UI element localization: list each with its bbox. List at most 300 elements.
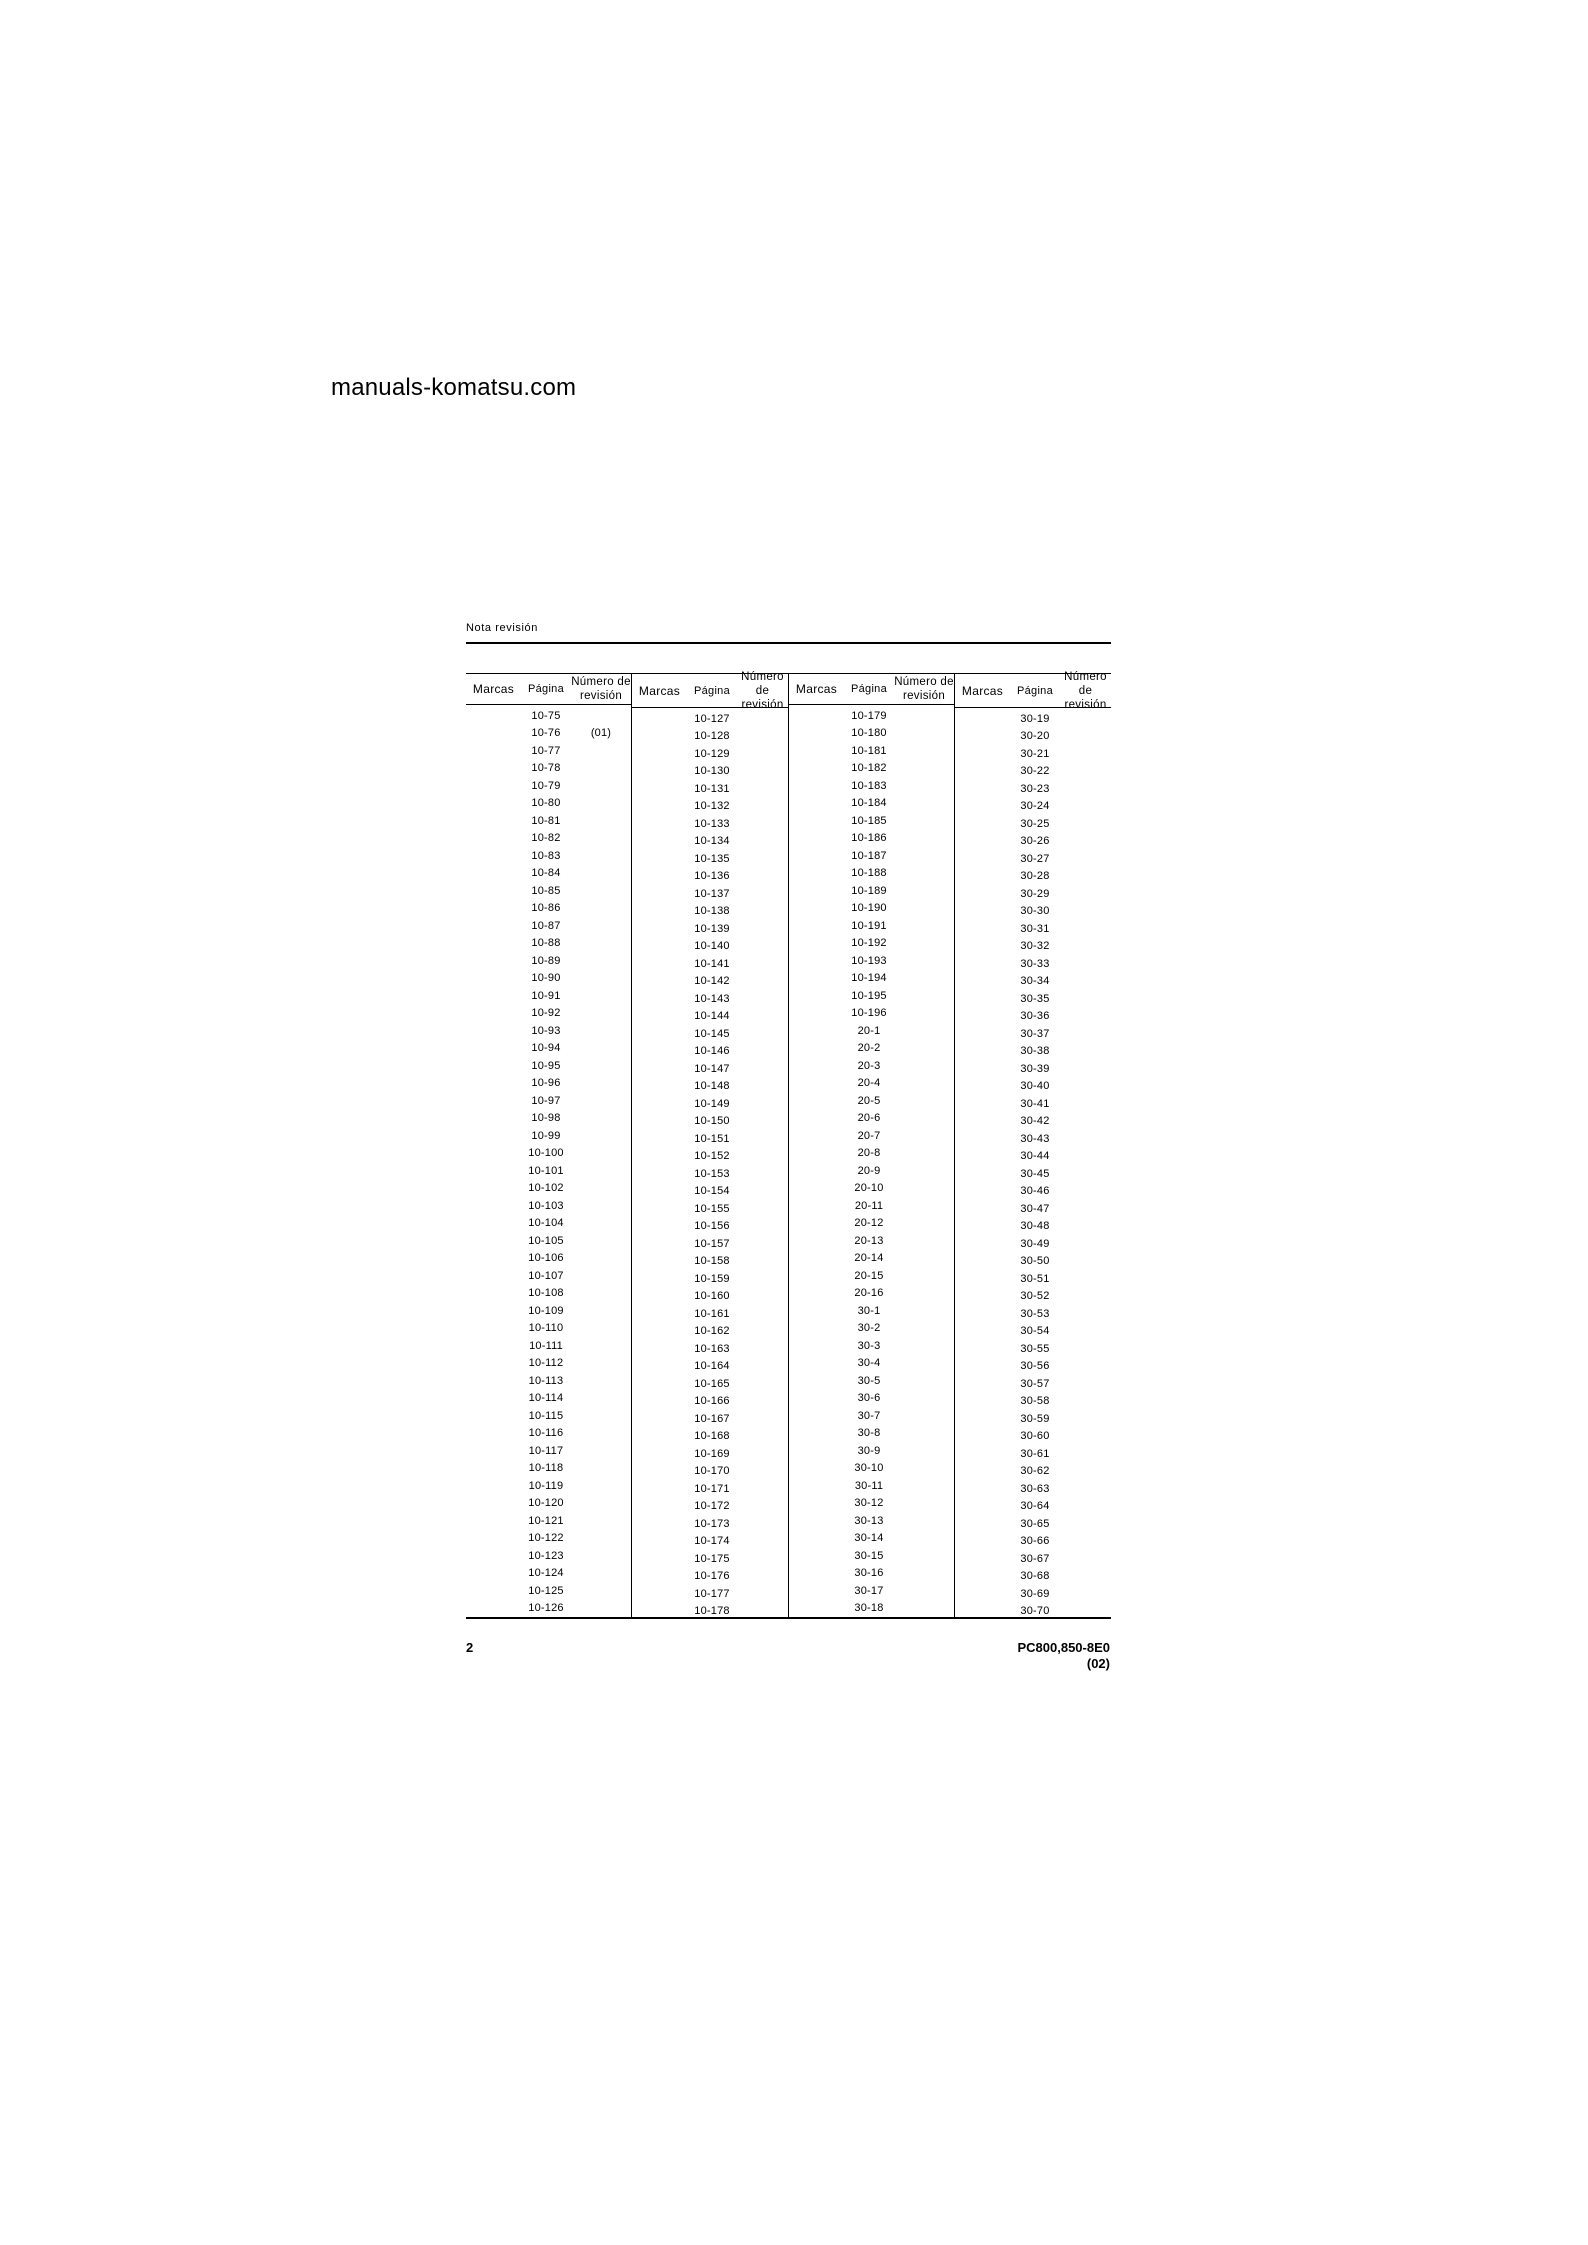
table-row (632, 763, 788, 781)
table-row (789, 900, 954, 918)
table-row (466, 1180, 631, 1198)
cell-pagina: 10-123 (528, 1549, 564, 1562)
cell-pagina: 10-115 (528, 1409, 564, 1422)
cell-pagina: 10-100 (528, 1147, 564, 1160)
cell-pagina: 10-196 (851, 1007, 887, 1020)
table-body (789, 705, 954, 1617)
table-row (466, 1057, 631, 1075)
cell-pagina: 30-18 (854, 1602, 884, 1615)
cell-pagina: 30-24 (1020, 800, 1050, 813)
cell-pagina: 10-175 (694, 1552, 730, 1565)
cell-pagina: 10-183 (851, 779, 887, 792)
table-header (466, 674, 631, 705)
cell-pagina: 10-88 (531, 937, 561, 950)
table-row (632, 1043, 788, 1061)
cell-pagina: 10-176 (694, 1570, 730, 1583)
cell-pagina: 20-15 (854, 1269, 884, 1282)
header-marcas: Marcas (795, 682, 838, 696)
cell-pagina: 30-57 (1020, 1377, 1050, 1390)
cell-pagina: 10-191 (851, 919, 887, 932)
cell-pagina: 10-185 (851, 814, 887, 827)
cell-pagina: 30-52 (1020, 1290, 1050, 1303)
table-row (466, 1407, 631, 1425)
table-row (632, 1165, 788, 1183)
header-pagina: Página (527, 683, 565, 695)
table-row (955, 815, 1111, 833)
cell-pagina: 10-165 (694, 1377, 730, 1390)
table-row (632, 1323, 788, 1341)
cell-pagina: 10-106 (528, 1252, 564, 1265)
cell-pagina: 20-7 (857, 1129, 881, 1142)
table-row (789, 1337, 954, 1355)
table-row (955, 1200, 1111, 1218)
cell-pagina: 10-186 (851, 832, 887, 845)
table-row (632, 745, 788, 763)
cell-pagina: 10-177 (694, 1587, 730, 1600)
cell-pagina: 10-145 (694, 1027, 730, 1040)
table-row (789, 760, 954, 778)
cell-pagina: 30-29 (1020, 887, 1050, 900)
cell-pagina: 10-128 (694, 730, 730, 743)
cell-pagina: 10-170 (694, 1465, 730, 1478)
table-row (466, 865, 631, 883)
cell-pagina: 30-68 (1020, 1570, 1050, 1583)
table-row (955, 1358, 1111, 1376)
cell-pagina: 30-67 (1020, 1552, 1050, 1565)
table-row (466, 1215, 631, 1233)
table-row (955, 1515, 1111, 1533)
document-code (960, 1640, 1110, 1672)
cell-pagina: 30-36 (1020, 1010, 1050, 1023)
cell-pagina: 10-166 (694, 1395, 730, 1408)
table-row (632, 1288, 788, 1306)
cell-pagina: 30-48 (1020, 1220, 1050, 1233)
cell-pagina: 10-86 (531, 902, 561, 915)
cell-pagina: 20-16 (854, 1287, 884, 1300)
page-number: 2 (466, 1640, 474, 1655)
table-row (955, 1113, 1111, 1131)
table-body (632, 708, 788, 1620)
cell-pagina: 10-168 (694, 1430, 730, 1443)
table-row (789, 795, 954, 813)
table-row (466, 1302, 631, 1320)
cell-pagina: 30-32 (1020, 940, 1050, 953)
table-row (789, 1320, 954, 1338)
table-row (466, 1477, 631, 1495)
table-row (955, 1130, 1111, 1148)
table-row (789, 1127, 954, 1145)
table-row (789, 1355, 954, 1373)
cell-pagina: 10-171 (694, 1482, 730, 1495)
table-body (955, 708, 1111, 1620)
table-row (466, 1547, 631, 1565)
cell-pagina: 10-90 (531, 972, 561, 985)
cell-pagina: 10-181 (851, 744, 887, 757)
cell-pagina: 10-77 (531, 744, 561, 757)
table-row (632, 868, 788, 886)
revision-table (466, 670, 1111, 1619)
cell-pagina: 10-102 (528, 1182, 564, 1195)
title-divider (466, 642, 1111, 644)
cell-pagina: 30-10 (854, 1462, 884, 1475)
table-row (466, 1075, 631, 1093)
header-pagina: Página (1016, 684, 1054, 697)
cell-pagina: 10-146 (694, 1045, 730, 1058)
table-row (466, 1110, 631, 1128)
table-row (632, 1533, 788, 1551)
cell-pagina: 30-35 (1020, 992, 1050, 1005)
header-numero-revision: Número de revisión (571, 676, 631, 702)
table-row (955, 1480, 1111, 1498)
table-row (955, 1393, 1111, 1411)
table-row (955, 710, 1111, 728)
table-row (789, 970, 954, 988)
cell-pagina: 10-155 (694, 1202, 730, 1215)
table-row (632, 780, 788, 798)
cell-pagina: 10-107 (528, 1269, 564, 1282)
cell-pagina: 30-1 (857, 1304, 881, 1317)
table-row (955, 1568, 1111, 1586)
cell-pagina: 30-25 (1020, 817, 1050, 830)
table-row (632, 1060, 788, 1078)
cell-pagina: 10-124 (528, 1567, 564, 1580)
table-row (955, 1043, 1111, 1061)
cell-pagina: 30-22 (1020, 765, 1050, 778)
table-row (466, 847, 631, 865)
cell-pagina: 10-144 (694, 1010, 730, 1023)
cell-numero-revision: (01) (590, 727, 612, 740)
cell-pagina: 30-55 (1020, 1342, 1050, 1355)
table-row (632, 1148, 788, 1166)
table-row (789, 1145, 954, 1163)
cell-pagina: 10-192 (851, 937, 887, 950)
cell-pagina: 30-61 (1020, 1447, 1050, 1460)
table-row (955, 868, 1111, 886)
cell-pagina: 10-152 (694, 1150, 730, 1163)
cell-pagina: 30-2 (857, 1322, 881, 1335)
cell-pagina: 10-108 (528, 1287, 564, 1300)
table-row (632, 1305, 788, 1323)
header-numero-revision: Número de revisión (894, 676, 954, 702)
cell-pagina: 10-151 (694, 1132, 730, 1145)
cell-pagina: 30-53 (1020, 1307, 1050, 1320)
table-row (466, 1337, 631, 1355)
table-row (789, 1250, 954, 1268)
cell-pagina: 10-89 (531, 954, 561, 967)
cell-pagina: 10-131 (694, 782, 730, 795)
cell-pagina: 30-13 (854, 1514, 884, 1527)
table-row (466, 1232, 631, 1250)
table-row (466, 1250, 631, 1268)
table-row (955, 1078, 1111, 1096)
table-row (955, 1253, 1111, 1271)
table-row (789, 1075, 954, 1093)
table-row (955, 1288, 1111, 1306)
table-row (466, 917, 631, 935)
table-row (955, 1410, 1111, 1428)
table-row (632, 1340, 788, 1358)
cell-pagina: 10-80 (531, 797, 561, 810)
table-row (789, 1565, 954, 1583)
table-row (789, 1040, 954, 1058)
table-row (955, 938, 1111, 956)
table-row (955, 1060, 1111, 1078)
table-row (466, 1512, 631, 1530)
table-header (789, 674, 954, 705)
table-row (466, 1145, 631, 1163)
cell-pagina: 10-125 (528, 1584, 564, 1597)
cell-pagina: 10-101 (528, 1164, 564, 1177)
header-marcas: Marcas (638, 683, 681, 698)
cell-pagina: 10-173 (694, 1517, 730, 1530)
table-row (466, 1005, 631, 1023)
table-row (466, 1355, 631, 1373)
table-row (789, 882, 954, 900)
table-row (632, 1568, 788, 1586)
cell-pagina: 10-138 (694, 905, 730, 918)
table-row (466, 830, 631, 848)
table-row (955, 1235, 1111, 1253)
cell-pagina: 10-150 (694, 1115, 730, 1128)
table-row (466, 760, 631, 778)
cell-pagina: 30-34 (1020, 975, 1050, 988)
cell-pagina: 30-21 (1020, 747, 1050, 760)
cell-pagina: 10-143 (694, 992, 730, 1005)
cell-pagina: 10-99 (531, 1129, 561, 1142)
document-code-text: PC800,850-8E0 (1017, 1640, 1110, 1655)
cell-pagina: 10-110 (528, 1322, 564, 1335)
cell-pagina: 10-111 (529, 1339, 563, 1352)
cell-pagina: 10-76 (531, 727, 561, 740)
table-row (632, 1480, 788, 1498)
cell-pagina: 10-119 (528, 1479, 564, 1492)
table-row (466, 795, 631, 813)
table-row (632, 798, 788, 816)
table-row (632, 938, 788, 956)
cell-pagina: 10-92 (531, 1007, 561, 1020)
table-row (466, 1162, 631, 1180)
table-row (955, 1463, 1111, 1481)
cell-pagina: 10-167 (694, 1412, 730, 1425)
cell-pagina: 30-46 (1020, 1185, 1050, 1198)
cell-pagina: 30-49 (1020, 1237, 1050, 1250)
cell-pagina: 10-94 (531, 1042, 561, 1055)
column-group-3 (788, 674, 954, 1617)
table-row (955, 955, 1111, 973)
table-body (466, 705, 631, 1617)
table-row (789, 987, 954, 1005)
cell-pagina: 10-164 (694, 1360, 730, 1373)
cell-pagina: 10-116 (528, 1427, 564, 1440)
cell-pagina: 30-16 (854, 1567, 884, 1580)
table-row (955, 1498, 1111, 1516)
table-row (789, 847, 954, 865)
table-row (466, 1530, 631, 1548)
table-row (632, 1445, 788, 1463)
table-row (632, 850, 788, 868)
header-pagina: Página (850, 683, 888, 695)
table-row (955, 763, 1111, 781)
table-row (466, 1390, 631, 1408)
cell-pagina: 30-15 (854, 1549, 884, 1562)
table-row (955, 1218, 1111, 1236)
cell-pagina: 10-158 (694, 1255, 730, 1268)
cell-pagina: 10-97 (531, 1094, 561, 1107)
table-row (789, 707, 954, 725)
table-row (466, 1197, 631, 1215)
cell-pagina: 10-147 (694, 1062, 730, 1075)
cell-pagina: 10-135 (694, 852, 730, 865)
cell-pagina: 10-109 (528, 1304, 564, 1317)
table-row (466, 812, 631, 830)
cell-pagina: 10-193 (851, 954, 887, 967)
table-row (466, 987, 631, 1005)
table-row (466, 882, 631, 900)
table-row (955, 1428, 1111, 1446)
cell-pagina: 10-91 (531, 989, 561, 1002)
table-row (789, 1197, 954, 1215)
table-row (632, 1498, 788, 1516)
cell-pagina: 20-10 (854, 1182, 884, 1195)
cell-pagina: 10-133 (694, 817, 730, 830)
header-numero-revision: Número de revisión (741, 670, 784, 711)
table-row (632, 1183, 788, 1201)
cell-pagina: 30-20 (1020, 730, 1050, 743)
table-row (632, 710, 788, 728)
cell-pagina: 30-9 (857, 1444, 881, 1457)
column-group-1 (466, 674, 631, 1617)
table-row (632, 728, 788, 746)
cell-pagina: 30-58 (1020, 1395, 1050, 1408)
table-row (789, 1512, 954, 1530)
cell-pagina: 20-6 (857, 1112, 881, 1125)
table-row (466, 742, 631, 760)
cell-pagina: 30-3 (857, 1339, 881, 1352)
table-row (955, 903, 1111, 921)
table-row (632, 1375, 788, 1393)
table-row (789, 952, 954, 970)
table-row (466, 1285, 631, 1303)
cell-pagina: 10-78 (531, 762, 561, 775)
cell-pagina: 30-27 (1020, 852, 1050, 865)
table-row (789, 917, 954, 935)
watermark-text: manuals-komatsu.com (331, 374, 577, 401)
cell-pagina: 20-3 (857, 1059, 881, 1072)
table-row (789, 1092, 954, 1110)
table-row (632, 920, 788, 938)
table-row (632, 1218, 788, 1236)
table-row (789, 1285, 954, 1303)
table-row (789, 1267, 954, 1285)
cell-pagina: 30-64 (1020, 1500, 1050, 1513)
table-row (632, 1603, 788, 1621)
cell-pagina: 10-179 (851, 709, 887, 722)
table-row (466, 1372, 631, 1390)
table-row (789, 1162, 954, 1180)
table-row (789, 1057, 954, 1075)
table-row (955, 850, 1111, 868)
table-row (955, 1025, 1111, 1043)
cell-pagina: 30-43 (1020, 1132, 1050, 1145)
cell-pagina: 10-75 (531, 709, 561, 722)
cell-pagina: 10-118 (528, 1462, 564, 1475)
header-numero-revision: Número de revisión (1064, 670, 1107, 711)
cell-pagina: 30-14 (854, 1532, 884, 1545)
cell-pagina: 20-12 (854, 1217, 884, 1230)
cell-pagina: 10-162 (694, 1325, 730, 1338)
cell-pagina: 30-42 (1020, 1115, 1050, 1128)
table-row (466, 1127, 631, 1145)
cell-pagina: 10-104 (528, 1217, 564, 1230)
document-revision: (02) (1086, 1656, 1110, 1671)
cell-pagina: 10-129 (694, 747, 730, 760)
table-row (789, 1460, 954, 1478)
cell-pagina: 10-87 (531, 919, 561, 932)
cell-pagina: 10-98 (531, 1112, 561, 1125)
cell-pagina: 20-11 (854, 1199, 884, 1212)
table-row (955, 1183, 1111, 1201)
cell-pagina: 10-182 (851, 762, 887, 775)
table-row (789, 777, 954, 795)
cell-pagina: 30-37 (1020, 1027, 1050, 1040)
table-row (955, 780, 1111, 798)
table-row (789, 1110, 954, 1128)
cell-pagina: 10-113 (528, 1374, 564, 1387)
table-row (955, 1323, 1111, 1341)
table-row (789, 1180, 954, 1198)
table-row (466, 707, 631, 725)
table-row (789, 742, 954, 760)
cell-pagina: 30-30 (1020, 905, 1050, 918)
cell-pagina: 30-66 (1020, 1535, 1050, 1548)
cell-pagina: 20-5 (857, 1094, 881, 1107)
table-row (632, 833, 788, 851)
table-row (789, 1600, 954, 1618)
table-row (789, 1390, 954, 1408)
table-row (789, 1215, 954, 1233)
table-row (632, 885, 788, 903)
cell-pagina: 20-4 (857, 1077, 881, 1090)
table-row (955, 1603, 1111, 1621)
cell-pagina: 20-2 (857, 1042, 881, 1055)
table-row (466, 1425, 631, 1443)
table-row (955, 920, 1111, 938)
table-row (632, 903, 788, 921)
table-header (955, 670, 1111, 711)
cell-pagina: 10-189 (851, 884, 887, 897)
table-row (632, 1358, 788, 1376)
cell-pagina: 10-172 (694, 1500, 730, 1513)
table-row (789, 1022, 954, 1040)
cell-pagina: 30-59 (1020, 1412, 1050, 1425)
table-row (632, 815, 788, 833)
cell-pagina: 30-26 (1020, 835, 1050, 848)
column-group-4 (954, 670, 1111, 1618)
table-row (466, 777, 631, 795)
table-row (789, 1582, 954, 1600)
table-row (955, 1095, 1111, 1113)
table-row (955, 1270, 1111, 1288)
cell-pagina: 30-45 (1020, 1167, 1050, 1180)
cell-pagina: 30-47 (1020, 1202, 1050, 1215)
cell-pagina: 10-190 (851, 902, 887, 915)
table-row (632, 1078, 788, 1096)
cell-pagina: 30-38 (1020, 1045, 1050, 1058)
cell-pagina: 10-130 (694, 765, 730, 778)
table-row (955, 1585, 1111, 1603)
table-row (955, 833, 1111, 851)
table-row (789, 1372, 954, 1390)
